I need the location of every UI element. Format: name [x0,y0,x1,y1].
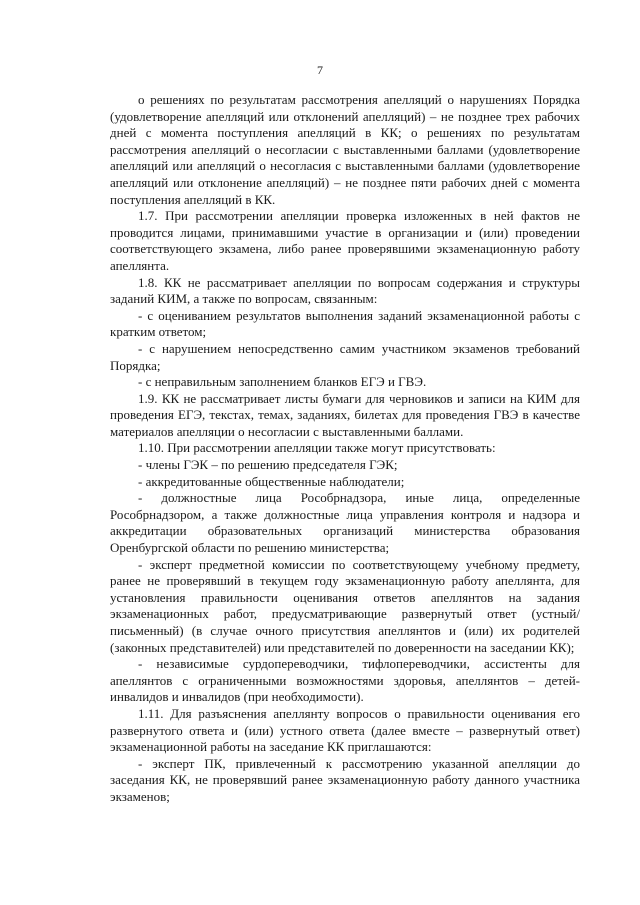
paragraph: 1.8. КК не рассматривает апелляции по вопросам содержания и структуры заданий КИМ, а также по вопросам, связанным: [110,274,580,307]
paragraph: - с оцениванием результатов выполнения заданий экзаменационной работы с кратким ответом; [110,307,580,340]
paragraph: 1.10. При рассмотрении апелляции также могут присутствовать: [138,440,496,456]
paragraph: 1.9. КК не рассматривает листы бумаги для черновиков и записи на КИМ для проведения ЕГЭ, текстах, темах, заданиях, билетах для проведения ГВЭ в качестве материалов апелляции о несогласии с выставленными баллами. [110,390,580,439]
paragraph: 1.11. Для разъяснения апеллянту вопросов о правильности оценивания его развернутого ответа и (или) устного ответа (далее вместе – развернутый ответ) экзаменационной работы на заседание КК приглашаются: [110,705,580,755]
paragraph: - должностные лица Рособрнадзора, иные лица, определенные Рособрнадзором, а также должностные лица управления контроля и надзора и аккредитации образовательных организаций министерства образования Оренбургской области по решению министерства; [110,490,580,556]
paragraph: 1.7. При рассмотрении апелляции проверка изложенных в ней фактов не проводится лицами, принимавшими участие в организации и (или) проведении соответствующего экзамена, либо ранее проверявшими экзаменационную работу апеллянта. [110,208,580,273]
page-number: 7 [317,63,323,77]
paragraph: о решениях по результатам рассмотрения апелляций о нарушениях Порядка (удовлетворение апелляций или отклонений апелляций) – не позднее трех рабочих дней с момента поступления апелляций в КК; о решениях по результатам рассмотрения апелляций о несогласии с выставленными баллами (удовлетворение апелляций или апелляций о несогласия с выставленными баллами (удовлетворение апелляций или отклонение апелляций) – не позднее пяти рабочих дней с момента поступления апелляций в КК. [110,92,580,207]
paragraph: - эксперт предметной комиссии по соответствующему учебному предмету, ранее не проверявший в текущем году экзаменационную работу апеллянта, для установления правильности оценивания ответов апеллянтов на задания экзаменационных работ, предусматривающие развернутый ответ (устный/письменный) (в случае очного присутствия апеллянтов и (или) их родителей (законных представителей) или представителей по доверенности на заседании КК); [110,556,580,655]
paragraph: - аккредитованные общественные наблюдатели; [138,473,405,489]
paragraph: - эксперт ПК, привлеченный к рассмотрению указанной апелляции до заседания КК, не проверявший ранее экзаменационную работу данного участника экзаменов; [110,755,580,804]
document-body [110,92,580,806]
paragraph: - независимые сурдопереводчики, тифлопереводчики, ассистенты для апеллянтов с ограниченными возможностями здоровья, апеллянтов – детей-инвалидов и инвалидов (при необходимости). [110,656,580,705]
paragraph: - с неправильным заполнением бланков ЕГЭ и ГВЭ. [138,374,427,390]
paragraph: - с нарушением непосредственно самим участником экзаменов требований Порядка; [110,340,580,373]
paragraph: - члены ГЭК – по решению председателя ГЭК; [138,457,398,473]
